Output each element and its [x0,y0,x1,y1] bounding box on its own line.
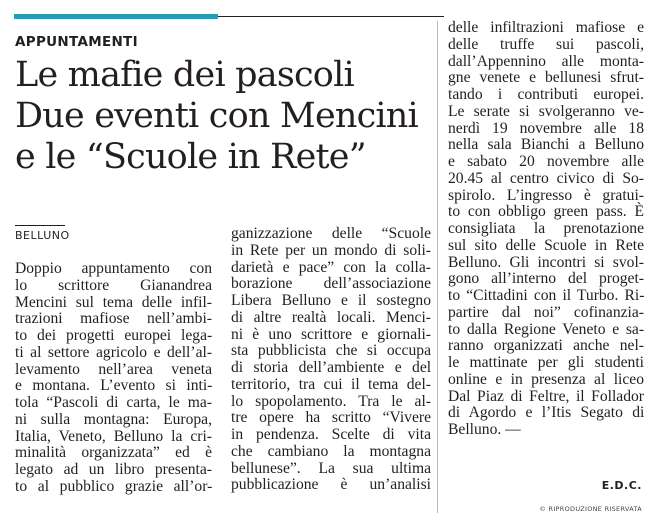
location-rule [15,225,65,226]
author-signature: E.D.C. [601,479,642,492]
body-text-line: to dei progetti europei lega- [15,327,213,344]
body-text-line: darietà e pace” con la colla- [231,258,431,276]
body-text-line: di Agordo e l’Itis Segato di [448,404,645,422]
body-text-line: che cambiano la montagna [231,442,431,460]
body-text-line: gne venete e bellunesi sfrut- [448,69,644,87]
body-text-line: di storia dell’ambiente e del [231,359,432,376]
body-text-line: le mattinate per gli studenti [448,354,644,371]
body-text-line: nella sala Bianchi a Belluno [448,136,644,154]
column-separator [437,21,438,513]
body-text-line: e montana. L’evento si inti- [15,377,213,395]
body-text-line: Belluno. — [448,421,521,438]
body-text-line: trazioni mafiose nell’ambi- [15,310,212,328]
body-text-line: to al pubblico grazie all’or- [15,477,213,495]
body-text-line: delle truffe sui pascoli, [448,35,644,53]
body-text-line: in Rete per un mondo di soli- [231,241,431,259]
body-text-line: ni è uno scrittore e giornali- [231,325,431,343]
body-text-line: partire dal noi” cofinanzia- [448,303,644,321]
body-text-line: gono all’interno del proget- [448,270,644,288]
body-text-line: online e in presenza al liceo [448,370,644,388]
body-text-line: ranno organizzati anche nel- [448,337,644,355]
body-text-line: territorio, tra cui il tema del- [231,375,431,393]
body-text-line: Le serate si svolgeranno ve- [448,102,644,120]
body-column-2 [231,226,431,494]
body-text-line: lo scrittore Gianandrea [15,276,212,294]
body-text-line: Doppio appuntamento con [15,260,212,277]
body-text-line: sta pubblicista che si occupa [231,342,431,360]
body-text-line: e sabato 20 novembre alle [448,153,644,170]
body-text-line: lo spopolamento. Tra le al- [231,392,431,410]
body-text-line: 20.45 al centro civico di So- [448,169,644,187]
body-text-line: tola “Pascoli di carta, le ma- [15,394,212,411]
body-text-line: bellunese”. La sua ultima [231,459,431,477]
body-text-line: borazione dell’associazione [231,275,431,293]
body-text-line: spirolo. L’ingresso è gratui- [448,186,644,204]
body-text-line: in pendenza. Scelte di vita [231,426,431,443]
section-label: APPUNTAMENTI [15,34,138,50]
body-text-line: ganizzazione delle “Scuole [231,225,431,242]
body-text-line: Mencini sul tema delle infil- [15,293,212,311]
body-text-line: tando i contributi europei. [448,86,644,103]
body-text-line: di altre realtà locali. Menci- [231,308,431,326]
copyright-notice: © RIPRODUZIONE RISERVATA [539,505,642,513]
body-text-line: tre opere ha scritto “Vivere [231,409,431,427]
body-text-line: ti al settore agricolo e dell’al- [15,343,213,361]
body-text-line: Belluno. Gli incontri si svol- [448,253,644,271]
body-text-line: legato ad un libro presenta- [15,461,212,478]
body-text-line: minalità organizzata” ed è [15,444,212,462]
headline [15,55,445,178]
body-text-line: pubblicazione è un’analisi [231,476,431,494]
body-text-line: to “Cittadini con il Turbo. Ri- [448,287,645,304]
body-text-line: ni sulla montagna: Europa, [15,410,212,428]
body-text-line: to dalla Regione Veneto e sa- [448,320,645,338]
body-text-line: to con obbligo green pass. È [448,203,644,221]
body-text-line: delle infiltrazioni mafiose e [448,19,644,36]
top-rule [218,16,444,17]
headline-line: Due eventi con Mencini [15,96,418,136]
body-text-line: nerdì 19 novembre alle 18 [448,119,644,137]
body-text-line: consigliata la prenotazione [448,220,644,237]
location-tag: BELLUNO [15,229,70,242]
headline-line: e le “Scuole in Rete” [15,137,366,177]
body-text-line: Italia, Veneto, Belluno la cri- [15,427,212,445]
body-text-line: levamento nell’area veneta [15,360,212,378]
body-text-line: sul sito delle Scuole in Rete [448,236,644,254]
body-column-1 [15,261,212,496]
body-text-line: dall’Appennino alle monta- [448,52,644,70]
body-column-3 [448,20,644,439]
top-bar-accent [14,14,218,19]
body-text-line: Libera Belluno e il sostegno [231,292,431,309]
headline-line: Le mafie dei pascoli [15,55,354,95]
body-text-line: Dal Piaz di Feltre, il Follador [448,387,644,405]
